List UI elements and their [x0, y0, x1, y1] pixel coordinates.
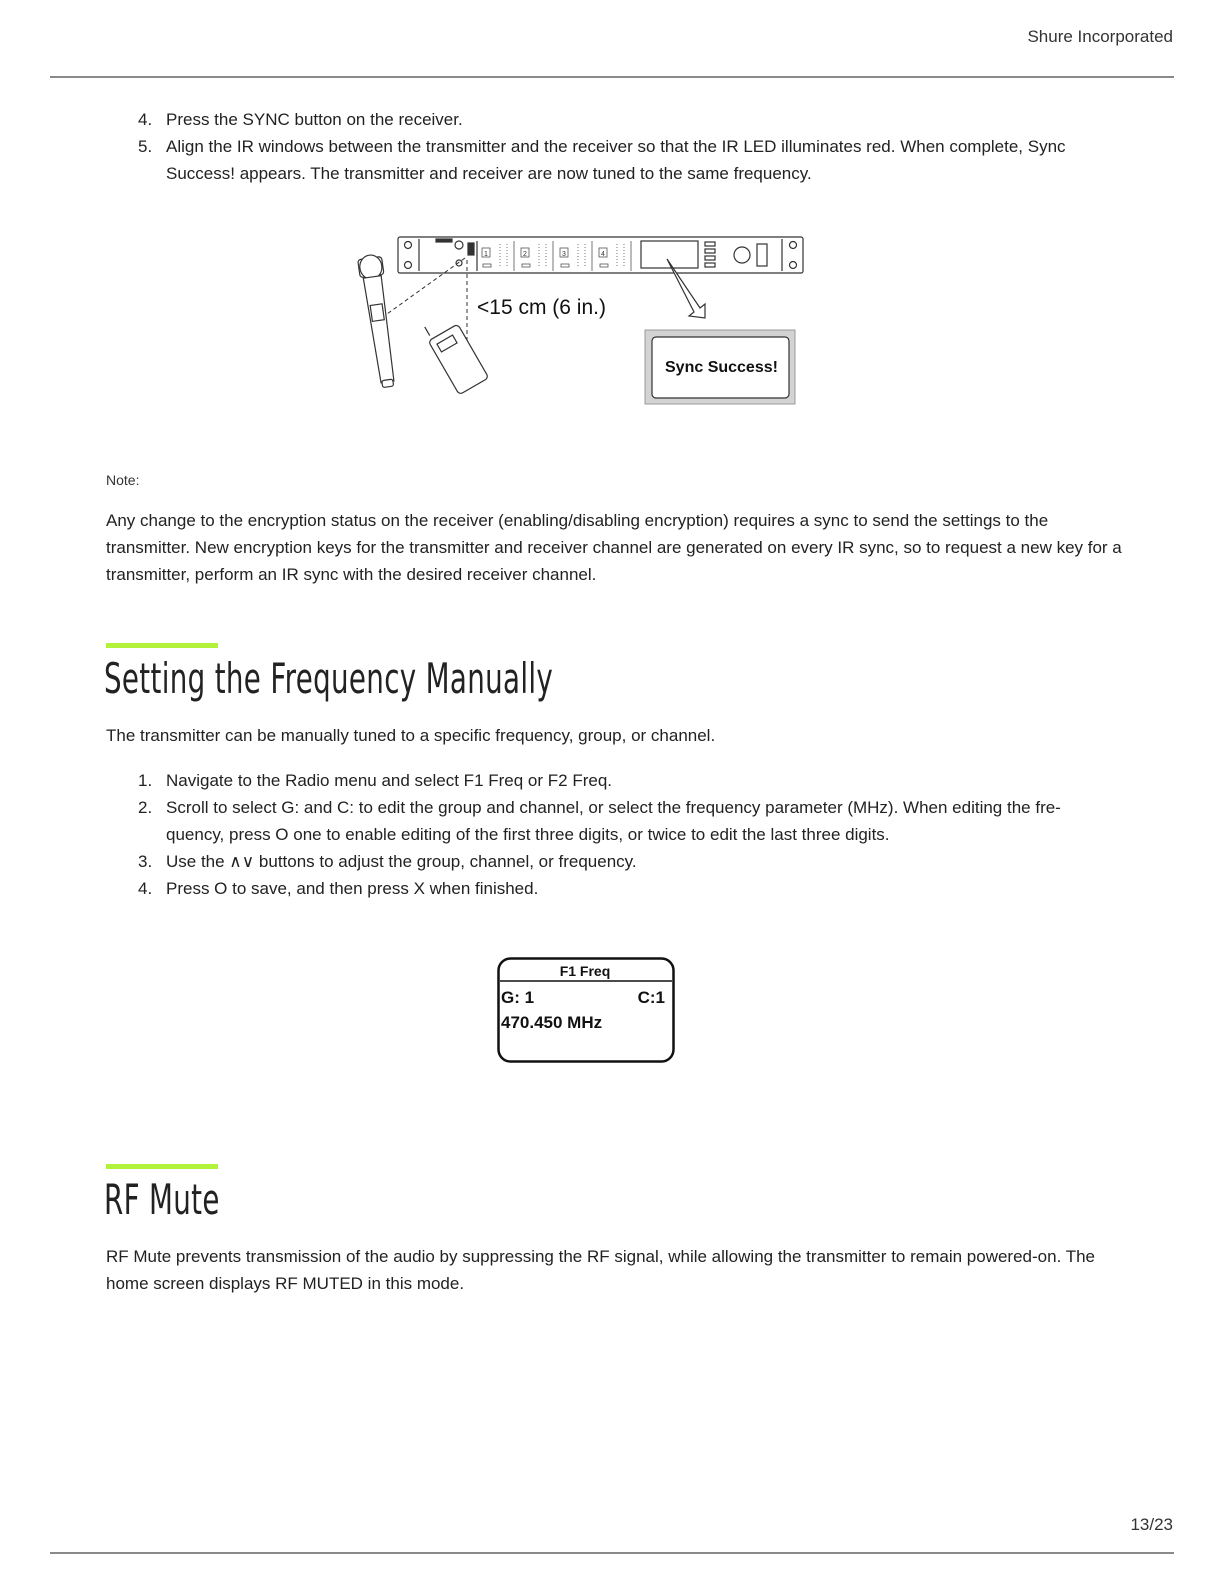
step-text: Use the ∧∨ buttons to adjust the group, channel, or frequency. — [166, 852, 637, 871]
step-number: 4. — [138, 879, 153, 898]
channel-number: 4 — [601, 251, 605, 258]
list-item — [138, 767, 1118, 794]
note-text: Any change to the encryption status on the receiver (enabling/disabling encryption) requires a sync to send the settings to the transmitter. New encryption keys for the transmitter and receiver channel are generated on every IR sync, so to request a new key for a transmitter, perform an IR sync with the desired receiver channel. — [106, 511, 1122, 584]
list-item — [138, 106, 1118, 133]
section-text: RF Mute prevents transmission of the audio by suppressing the RF signal, while allowing the transmitter to remain powered-on. The home screen displays RF MUTED in this mode. — [106, 1247, 1095, 1293]
display-channel: C:1 — [637, 988, 665, 1007]
frequency-steps-list — [138, 767, 1118, 902]
display-frequency: 470.450 MHz — [501, 1013, 603, 1032]
channel-number: 3 — [562, 251, 566, 258]
sync-steps-list — [138, 106, 1118, 187]
list-item — [138, 794, 1118, 848]
section-accent-bar — [106, 1164, 218, 1169]
step-number: 1. — [138, 771, 153, 790]
list-item — [138, 875, 1118, 902]
note-label: Note: — [106, 472, 140, 488]
section-heading-rf-mute: RF Mute — [104, 1175, 220, 1224]
channel-number: 1 — [484, 251, 488, 258]
frequency-display — [497, 957, 677, 1065]
step-number: 5. — [138, 137, 153, 156]
step-text: Scroll to select G: and C: to edit the group and channel, or select the frequency parameter (MHz). When editing the fre-quency, press O one to enable editing of the first three digits, or twice to edit the last three digits. — [166, 798, 1061, 844]
company-name: Shure Incorporated — [1027, 27, 1173, 46]
display-group: G: 1 — [501, 988, 535, 1007]
step-text: Align the IR windows between the transmitter and the receiver so that the IR LED illuminates red. When complete, Sync Success! appears. The transmitter and receiver are now tuned to the same frequency. — [166, 137, 1066, 183]
screen-message: Sync Success! — [665, 359, 778, 376]
handheld-microphone-icon — [357, 254, 399, 389]
channel-number: 2 — [523, 251, 527, 258]
header-divider — [50, 76, 1174, 78]
channel-strips — [482, 241, 631, 271]
section-accent-bar — [106, 643, 218, 648]
footer-divider — [50, 1552, 1174, 1554]
list-item — [138, 848, 1118, 875]
step-text: Press O to save, and then press X when finished. — [166, 879, 539, 898]
section-intro: The transmitter can be manually tuned to a specific frequency, group, or channel. — [106, 726, 716, 745]
page-number: 13/23 — [1130, 1515, 1173, 1534]
bodypack-icon — [421, 312, 488, 395]
section-heading-frequency: Setting the Frequency Manually — [104, 654, 554, 703]
display-title: F1 Freq — [559, 963, 611, 979]
step-text: Press the SYNC button on the receiver. — [166, 110, 463, 129]
distance-label: <15 cm (6 in.) — [477, 296, 606, 319]
list-item — [138, 133, 1118, 187]
step-number: 3. — [138, 852, 153, 871]
sync-illustration — [355, 232, 815, 410]
step-text: Navigate to the Radio menu and select F1 Freq or F2 Freq. — [166, 771, 613, 790]
step-number: 4. — [138, 110, 153, 129]
step-number: 2. — [138, 798, 153, 817]
